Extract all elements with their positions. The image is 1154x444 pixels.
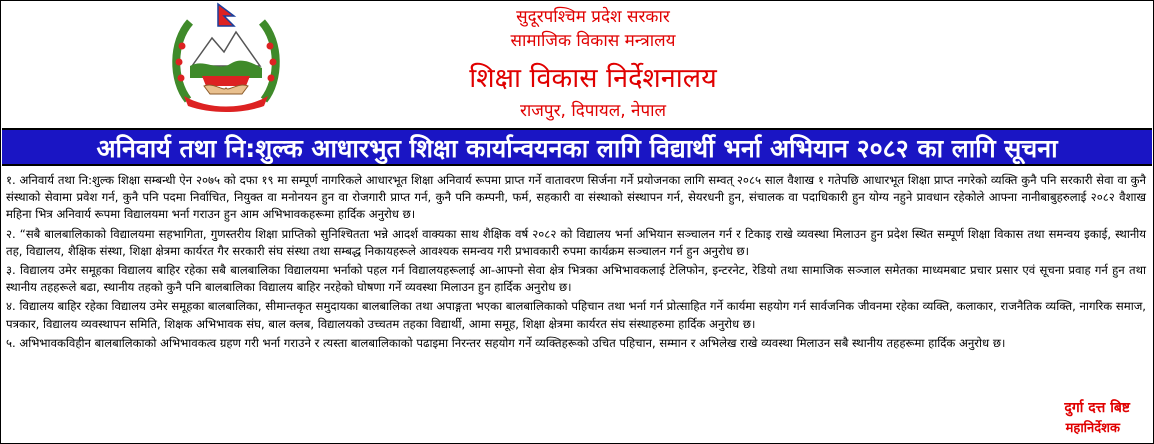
province-government-line: सुदूरपश्चिम प्रदेश सरकार [516,7,670,27]
notice-body [6,172,1146,354]
notice-paragraph: ४. विद्यालय बाहिर रहेका विद्यालय उमेर समूहका बालबालिका, सीमान्तकृत समुदायका बालबालिका तथा अपाङ्गता भएका बालबालिकाको पहिचान तथा भर्ना गर्न प्रोत्साहित गर्ने कार्यमा सहयोग गर्न सार्वजनिक जीवनमा रहेका व्यक्ति, कलाकार, राजनैतिक व्यक्ति, नागरिक समाज, पत्रकार, विद्यालय व्यवस्थापन समिति, शिक्षक अभिभावक संघ, बाल क्लब, विद्यालयको उच्चतम तहका विद्यार्थी, आमा समूह, शिक्षा क्षेत्रमा कार्यरत संघ संस्थाहरुमा हार्दिक अनुरोध छ। [6,299,1146,331]
address-line: राजपुर, दिपायल, नेपाल [519,101,667,121]
notice-paragraph: १. अनिवार्य तथा नि:शुल्क शिक्षा सम्बन्धी ऐन २०७५ को दफा १९ मा सम्पूर्ण नागरिकले आधारभूत शिक्षा अनिवार्य रूपमा प्राप्त गर्ने वातावरण सिर्जना गर्ने प्रयोजनका लागि सम्वत् २०८५ साल वैशाख १ गतेपछि आधारभूत शिक्षा प्राप्त नगरेको व्यक्ति कुनै पनि सरकारी सेवा वा कुनै संस्थाको सेवामा प्रवेश गर्न, कुनै पनि पदमा निर्वाचित, नियुक्त वा मनोनयन हुन वा रोजगारी प्राप्त गर्न, कुनै पनि कम्पनी, फर्म, सहकारी वा संस्थाको संस्थापन गर्न, सेयरधनी हुन, संचालक वा पदाधिकारी हुन योग्य नहुने प्रावधान रहेकोले आफ्ना नानीबाबुहरुलाई २०८२ वैशाख महिना भित्र अनिवार्य रूपमा विद्यालयमा भर्ना गराउन हुन आम अभिभावकहरूमा हार्दिक अनुरोध छ। [6,173,1146,222]
signatory-title: महानिर्देशक [1065,421,1120,436]
notice-title-banner: अनिवार्य तथा नि:शुल्क आधारभुत शिक्षा कार्यान्वयनका लागि विद्यार्थी भर्ना अभियान २०८२ का लागि सूचना [2,128,1152,166]
notice-paragraph: ५. अभिभावकविहीन बालबालिकाको अभिभावकत्व ग्रहण गरी भर्ना गराउने र त्यस्ता बालबालिकाको पढाइमा निरन्तर सहयोग गर्ने व्यक्तिहरूको उचित पहिचान, सम्मान र अभिलेख राखे व्यवस्था मिलाउन सबै स्थानीय तहहरूमा हार्दिक अनुरोध छ। [6,335,1006,350]
notice-paragraph: ३. विद्यालय उमेर समूहका विद्यालय बाहिर रहेका सबै बालबालिका विद्यालयमा भर्नाको पहल गर्न विद्यालयहरूलाई आ-आफ्नो सेवा क्षेत्र भित्रका अभिभावकलाई टेलिफोन, इन्टरनेट, रेडियो तथा सामाजिक सञ्जाल समेतका माध्यमबाट प्रचार प्रसार एवं सूचना प्रवाह गर्न हुन तथा स्थानीय तहहरूले बढा, स्थानीय तहको कुनै पनि बालबालिका विद्यालय बाहिर नरहेको घोषणा गर्ने व्यवस्था मिलाउन हुन हार्दिक अनुरोध छ। [6,263,1146,295]
notice-paragraph: २. “सबै बालबालिकाको विद्यालयमा सहभागिता, गुणस्तरीय शिक्षा प्राप्तिको सुनिश्चितता भन्ने आदर्श वाक्यका साथ शैक्षिक वर्ष २०८२ को विद्यालय भर्ना अभियान सञ्चालन गर्न र टिकाइ राखे व्यवस्था मिलाउन हुन प्रदेश स्थित सम्पूर्ण शिक्षा विकास तथा समन्वय इकाई, स्थानीय तह, विद्यालय, शैक्षिक संस्था, शिक्षा क्षेत्रमा कार्यरत गैर सरकारी संघ संस्था तथा सम्बद्ध निकायहरूले आवश्यक समन्वय गरी प्रभावकारी रुपमा कार्यक्रम सञ्चालन गर्न हुन अनुरोध छ। [6,226,1146,258]
directorate-title: शिक्षा विकास निर्देशनालय [469,63,717,94]
signatory-name: दुर्गा दत्त बिष्ट [1064,400,1130,416]
ministry-line: सामाजिक विकास मन्त्रालय [510,31,676,51]
